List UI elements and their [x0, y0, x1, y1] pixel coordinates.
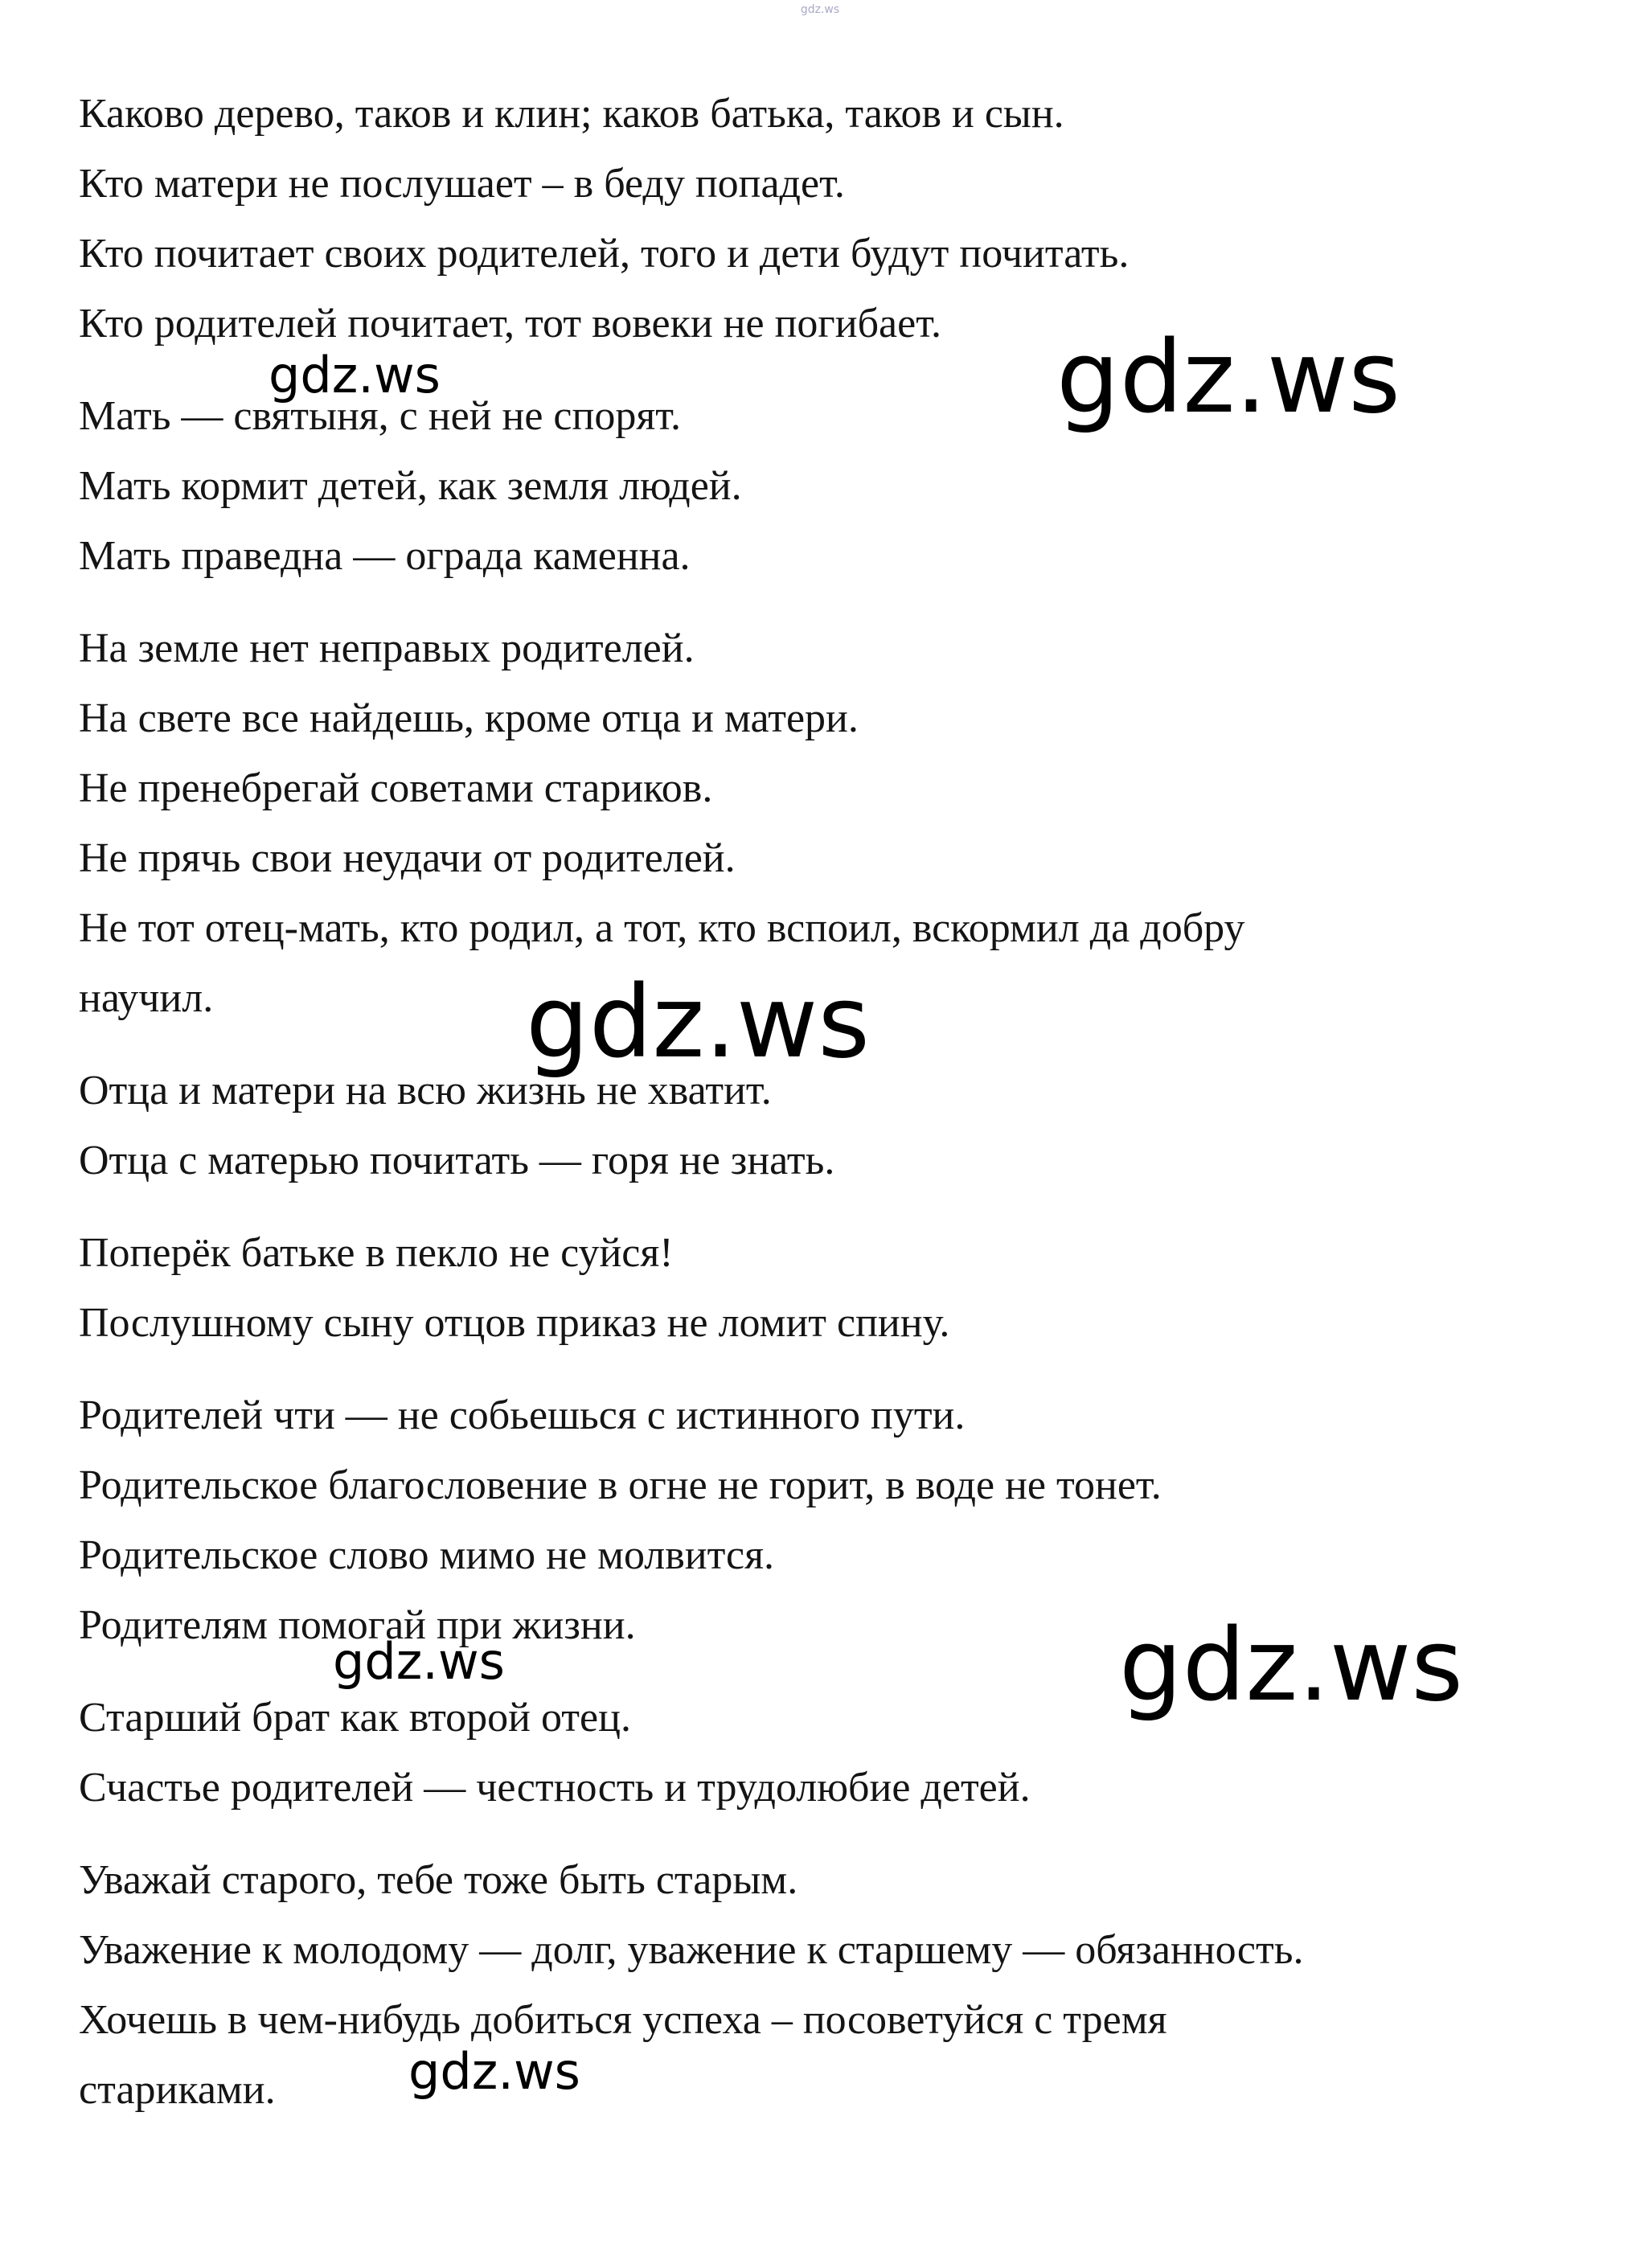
- watermark: gdz.ws: [526, 965, 870, 1081]
- proverb-line: Кто почитает своих родителей, того и дети будут почитать.: [79, 231, 1130, 277]
- proverb-line: На свете все найдешь, кроме отца и матери.: [79, 695, 859, 741]
- watermark: gdz.ws: [333, 1632, 505, 1691]
- proverb-line: Не тот отец-мать, кто родил, а тот, кто вспоил, вскормил да добру: [79, 905, 1245, 951]
- watermark: gdz.ws: [1056, 320, 1400, 436]
- proverb-line: Кто матери не послушает – в беду попадет.: [79, 161, 845, 207]
- proverb-line: Счастье родителей — честность и трудолюбие детей.: [79, 1765, 1031, 1811]
- proverb-line: Хочешь в чем-нибудь добиться успеха – посоветуйся с тремя: [79, 1997, 1167, 2043]
- watermark: gdz.ws: [1119, 1608, 1463, 1724]
- proverb-line: Мать праведна — ограда каменна.: [79, 533, 691, 579]
- proverb-line: Мать — святыня, с ней не спорят.: [79, 393, 682, 439]
- watermark: gdz.ws: [408, 2042, 580, 2101]
- proverb-line: Поперёк батьке в пекло не суйся!: [79, 1230, 674, 1276]
- proverb-group: [79, 79, 1526, 359]
- proverb-line: Мать кормит детей, как земля людей.: [79, 463, 742, 509]
- top-watermark: gdz.ws: [800, 3, 840, 16]
- proverb-line: Не прячь свои неудачи от родителей.: [79, 835, 736, 881]
- proverb-line: Родителям помогай при жизни.: [79, 1602, 636, 1648]
- proverb-line: Родительское благословение в огне не горит, в воде не тонет.: [79, 1462, 1162, 1508]
- proverb-line: стариками.: [79, 2067, 276, 2113]
- watermark: gdz.ws: [269, 346, 441, 404]
- proverb-line: Послушному сыну отцов приказ не ломит спину.: [79, 1300, 950, 1346]
- proverb-line: Уважение к молодому — долг, уважение к старшему — обязанность.: [79, 1927, 1304, 1973]
- proverb-line: На земле нет неправых родителей.: [79, 625, 695, 671]
- proverb-line: Каково дерево, таков и клин; каков батька, таков и сын.: [79, 91, 1064, 137]
- proverb-line: Отца и матери на всю жизнь не хватит.: [79, 1068, 772, 1113]
- proverb-line: Кто родителей почитает, тот вовеки не погибает.: [79, 301, 942, 347]
- proverb-line: Старший брат как второй отец.: [79, 1695, 631, 1741]
- proverb-line: Отца с матерью почитать — горя не знать.: [79, 1138, 835, 1183]
- proverb-line: Родителей чти — не собьешься с истинного пути.: [79, 1392, 966, 1438]
- proverb-line: Уважай старого, тебе тоже быть старым.: [79, 1857, 798, 1903]
- proverb-line: Родительское слово мимо не молвится.: [79, 1532, 774, 1578]
- proverb-line: научил.: [79, 975, 214, 1021]
- proverb-line: Не пренебрегай советами стариков.: [79, 765, 713, 811]
- proverb-group: [79, 1845, 1526, 2125]
- proverb-group: [79, 1218, 1526, 1358]
